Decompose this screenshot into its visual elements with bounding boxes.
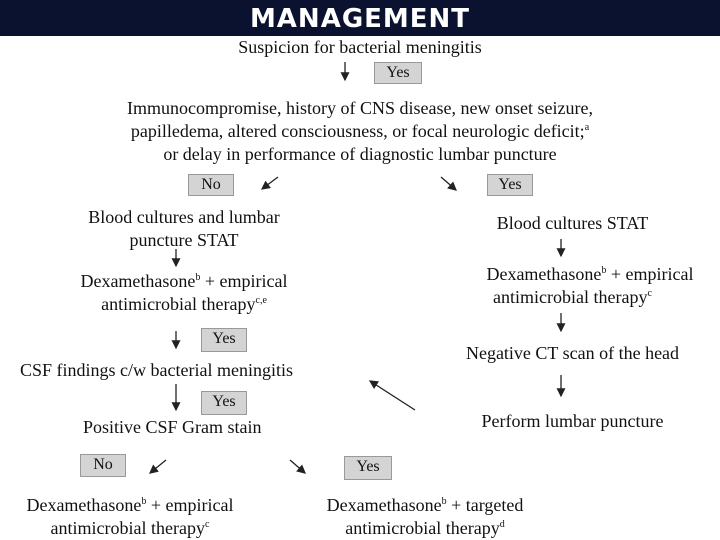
ct-scan-text: Negative CT scan of the head [465, 343, 680, 363]
suspicion-text: Suspicion for bacterial meningitis [238, 37, 482, 57]
yes-label-gram: Yes [201, 391, 247, 415]
blood-lp-line-2: puncture STAT [129, 230, 239, 250]
arrow-to-no-bottom [150, 460, 166, 473]
criteria-line-3: or delay in performance of diagnostic lumbar puncture [163, 144, 557, 164]
no-label-bottom: No [80, 454, 126, 477]
csf-findings-text: CSF findings c/w bacterial meningitis [20, 360, 293, 380]
arrow-to-yes-right [441, 177, 456, 190]
no-label-left: No [188, 174, 234, 196]
gram-stain-text: Positive CSF Gram stain [83, 417, 262, 437]
yes-label-bottom: Yes [344, 456, 392, 480]
bottom-left-therapy-line: antimicrobial therapy$^c$ [50, 518, 210, 538]
left-dexa-line: Dexamethasone$^b$ + empirical [80, 271, 288, 291]
arrow-to-no-left [262, 177, 278, 189]
left-therapy-line: antimicrobial therapy$^{c,e}$ [101, 294, 267, 314]
bottom-right-dexa-line: Dexamethasone$^b$ + targeted [326, 495, 524, 515]
slide-title: MANAGEMENT [249, 4, 471, 34]
arrow-lp-to-csf [370, 381, 415, 410]
yes-label-right: Yes [487, 174, 533, 196]
blood-lp-line-1: Blood cultures and lumbar [88, 207, 280, 227]
yes-label-csf: Yes [201, 328, 247, 352]
arrow-to-yes-bottom [290, 460, 305, 473]
yes-label-1: Yes [374, 62, 422, 84]
criteria-line-2: papilledema, altered consciousness, or focal neurologic deficit;$^a$ [130, 121, 590, 141]
bottom-right-therapy-line: antimicrobial therapy$^d$ [345, 518, 505, 538]
bottom-left-dexa-line: Dexamethasone$^b$ + empirical [26, 495, 234, 515]
right-dexa-line: Dexamethasone$^b$ + empirical [486, 264, 694, 284]
criteria-line-1: Immunocompromise, history of CNS disease, new onset seizure, [127, 98, 593, 118]
right-therapy-line: antimicrobial therapy$^c$ [493, 287, 652, 307]
blood-stat-text: Blood cultures STAT [496, 213, 649, 233]
lumbar-puncture-text: Perform lumbar puncture [481, 411, 664, 431]
